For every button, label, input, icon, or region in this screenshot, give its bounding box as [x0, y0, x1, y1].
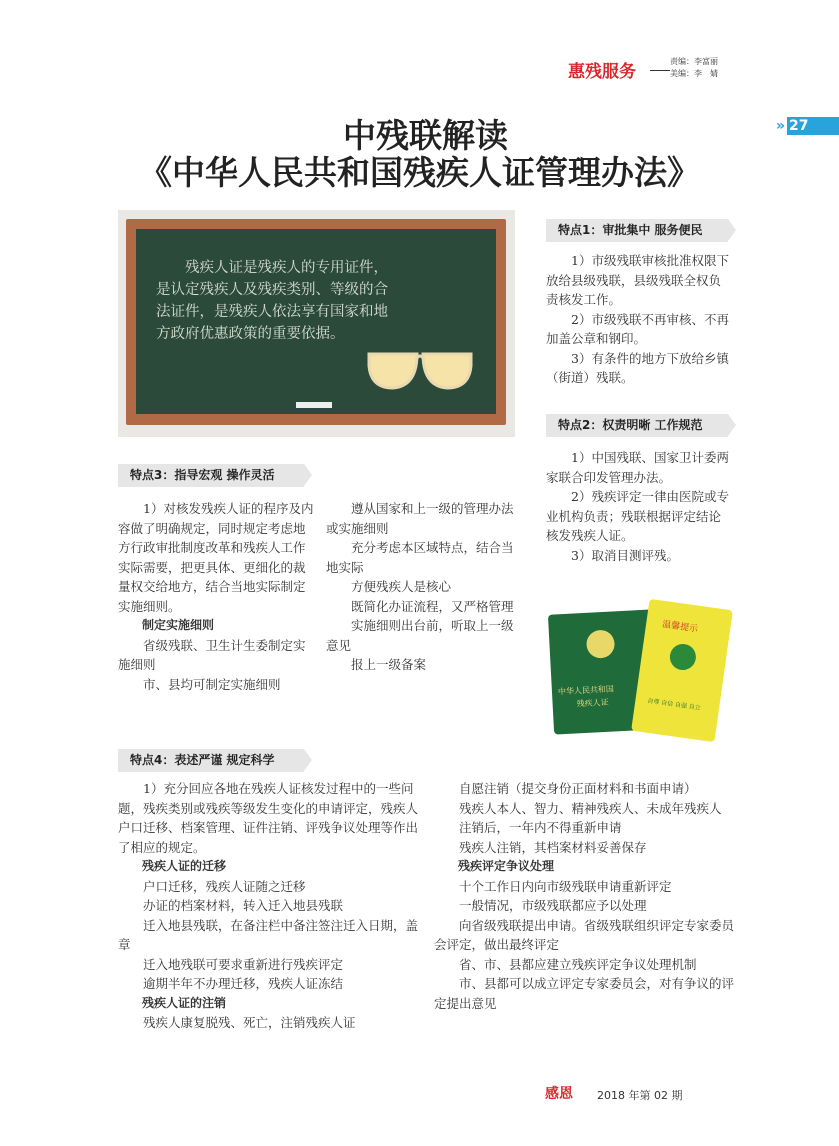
- feature4-paragraph: 迁入地残联可要求重新进行残疾评定: [143, 956, 344, 972]
- feature1-body: [546, 251, 732, 388]
- issue-number: 2018 年第 02 期: [597, 1089, 683, 1102]
- disability-certificate-yellow: [631, 599, 733, 742]
- feature4-subheading: 残疾评定争议处理: [458, 859, 555, 873]
- page-title-line1: 中残联解读: [343, 116, 508, 155]
- feature3-paragraph: 遵从国家和上一级的管理办法或实施细则: [326, 501, 514, 536]
- feature3-paragraph: 既简化办证流程，又严格管理: [351, 598, 514, 614]
- feature3-paragraph: 充分考虑本区域特点，结合当地实际: [326, 540, 514, 575]
- blackboard-text: [156, 257, 456, 345]
- page-title-line2: 《中华人民共和国残疾人证管理办法》: [139, 153, 700, 192]
- feature4-paragraph: 市、县都可以成立评定专家委员会，对有争议的评定提出意见: [434, 976, 735, 1011]
- feature3-column-right: [326, 499, 520, 675]
- feature4-paragraph: 自愿注销（提交身份正面材料和书面申请）: [459, 781, 697, 796]
- yellow-book-motto: 自尊 自信 自强 自立: [646, 697, 702, 712]
- header-divider: [650, 70, 670, 71]
- feature4-paragraph: 残疾人康复脱残、死亡，注销残疾人证: [143, 1015, 356, 1030]
- green-book-line2: 残疾人证: [576, 697, 609, 709]
- blackboard-line: 方政府优惠政策的重要依据。: [156, 326, 345, 342]
- feature3-paragraph: 1）对核发残疾人证的程序及内容做了明确规定，同时规定考虑地方行政审批制度改革和残疾人工作实际需要，把更具体、更细化的裁量权交给地方，结合当地实际制定实施细则。: [118, 501, 314, 614]
- feature2-label: 特点2：权责明晰 工作规范: [546, 414, 728, 437]
- feature3-paragraph: 报上一级备案: [351, 657, 427, 672]
- designer-credit: 美编：李 婧: [670, 69, 718, 78]
- feature3-paragraph: 实施细则出台前，听取上一级意见: [326, 618, 514, 653]
- emblem-icon: [586, 629, 615, 658]
- feature1-paragraph: 3）有条件的地方下放给乡镇（街道）残联。: [546, 350, 729, 385]
- feature4-paragraph: 残疾人注销，其档案材料妥善保存: [459, 839, 647, 855]
- feature3-subheading: 制定实施细则: [142, 618, 215, 632]
- feature4-paragraph: 迁入地县残联，在备注栏中备注签注迁入日期，盖章: [118, 917, 419, 952]
- feature1-label: 特点1：审批集中 服务便民: [546, 219, 728, 242]
- feature2-paragraph: 2）残疾评定一律由医院或专业机构负责；残联根据评定结论核发残疾人证。: [546, 489, 729, 543]
- green-book-line1: 中华人民共和国: [557, 684, 615, 697]
- feature2-paragraph: 3）取消目测评残。: [571, 547, 679, 563]
- glasses-icon: [365, 348, 475, 394]
- blackboard-line: 法证件，是残疾人依法享有国家和地: [156, 304, 388, 320]
- blackboard-line: 残疾人证是残疾人的专用证件，: [185, 260, 388, 276]
- feature4-subheading: 残疾人证的迁移: [142, 859, 227, 873]
- feature4-paragraph: 户口迁移，残疾人证随之迁移: [143, 878, 306, 894]
- feature4-paragraph: 逾期半年不办理迁移，残疾人证冻结: [143, 976, 344, 991]
- feature2-body: [546, 448, 732, 565]
- feature3-paragraph: 方便残疾人是核心: [351, 579, 452, 594]
- chalk: [296, 402, 332, 408]
- feature4-column-left: [118, 779, 420, 1033]
- feature1-paragraph: 2）市级残联不再审核、不再加盖公章和钢印。: [546, 311, 729, 346]
- feature3-column-left: [118, 499, 314, 694]
- feature2-paragraph: 1）中国残联、国家卫计委两家联合印发管理办法。: [546, 450, 729, 485]
- feature4-label: 特点4：表述严谨 规定科学: [118, 749, 304, 772]
- feature1-paragraph: 1）市级残联审核批准权限下放给县级残联，县级残联全权负责核发工作。: [546, 253, 729, 307]
- page-number: 27: [789, 118, 809, 134]
- feature4-paragraph: 十个工作日内向市级残联申请重新评定: [459, 878, 672, 894]
- emblem-icon: [668, 642, 697, 671]
- blackboard-line: 是认定残疾人及残疾类别、等级的合: [156, 282, 388, 298]
- feature4-column-right: [434, 779, 736, 1013]
- editor-credits: [670, 56, 718, 80]
- feature4-subheading: 残疾人证的注销: [142, 995, 227, 1010]
- magazine-name: 感恩: [545, 1086, 573, 1102]
- editor-credit: 责编：李富丽: [670, 57, 718, 66]
- feature4-paragraph: 注销后，一年内不得重新申请: [459, 820, 622, 835]
- feature4-paragraph: 办证的档案材料，转入迁入地县残联: [143, 898, 344, 913]
- feature3-paragraph: 省级残联、卫生计生委制定实施细则: [118, 637, 306, 672]
- section-name: 惠残服务: [568, 62, 636, 82]
- chevron-right-icon: »: [776, 118, 786, 134]
- yellow-book-title: 温馨提示: [661, 619, 699, 635]
- feature4-paragraph: 省、市、县都应建立残疾评定争议处理机制: [459, 956, 697, 972]
- feature4-paragraph: 一般情况，市级残联都应予以处理: [459, 898, 647, 913]
- feature3-label: 特点3：指导宏观 操作灵活: [118, 464, 304, 487]
- feature4-paragraph: 残疾人本人、智力、精神残疾人、未成年残疾人: [459, 800, 722, 816]
- feature4-paragraph: 1）充分回应各地在残疾人证核发过程中的一些问题，残疾类别或残疾等级发生变化的申请评定，残疾人户口迁移、档案管理、证件注销、评残争议处理等作出了相应的规定。: [118, 781, 419, 855]
- feature4-paragraph: 向省级残联提出申请。省级残联组织评定专家委员会评定，做出最终评定: [434, 917, 735, 952]
- feature3-paragraph: 市、县均可制定实施细则: [143, 676, 281, 692]
